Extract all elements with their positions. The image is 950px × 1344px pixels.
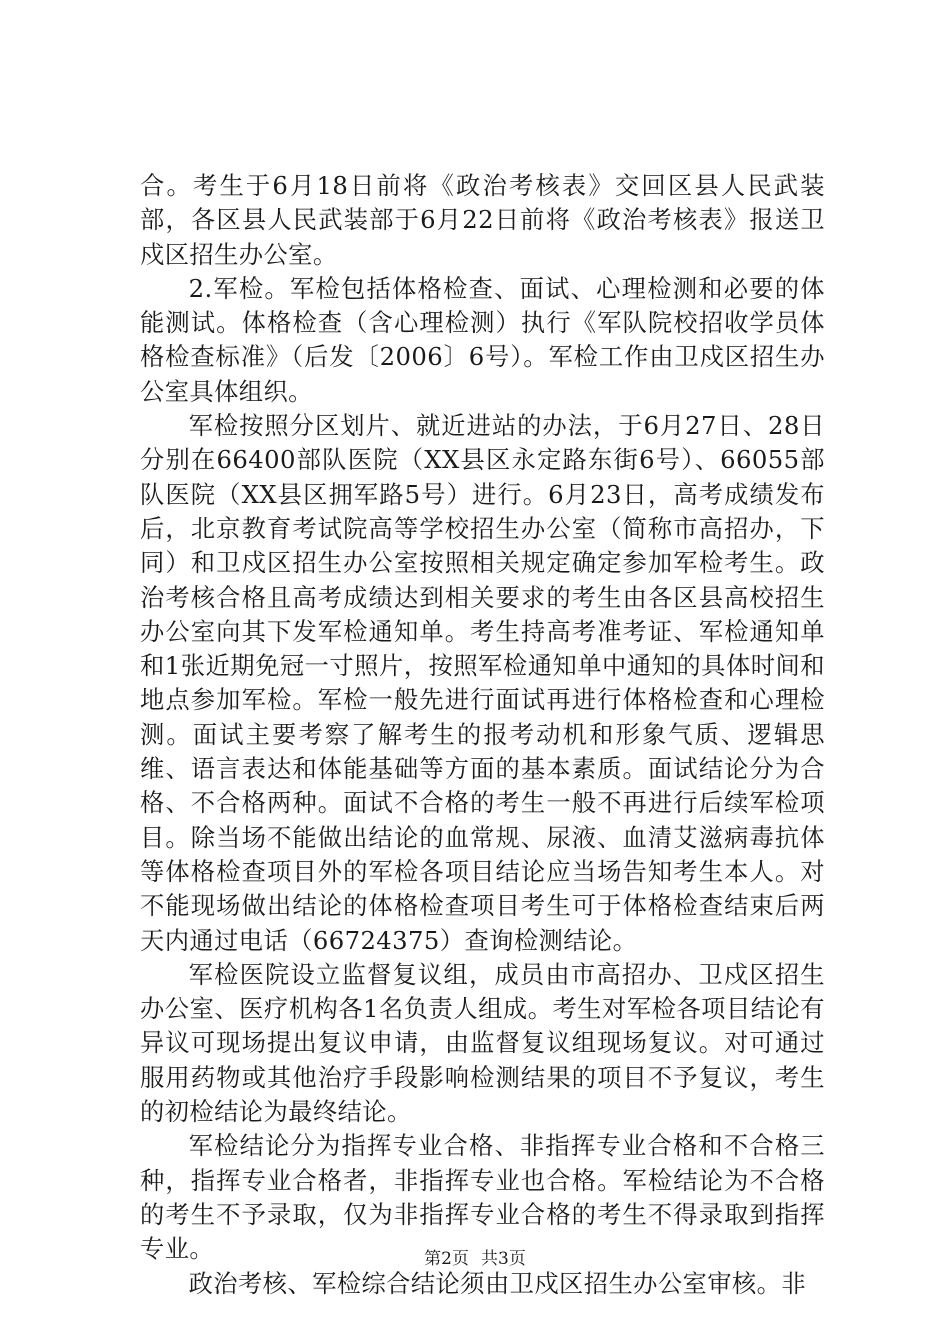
paragraph-continuation: 合。考生于6月18日前将《政治考核表》交回区县人民武装部，各区县人民武装部于6月22日前将《政治考核表》报送卫戍区招生办公室。: [140, 171, 825, 269]
paragraph-exam-procedure: 军检按照分区划片、就近进站的办法，于6月27日、28日分别在66400部队医院（XX县区永定路东街6号）、66055部队医院（XX县区拥军路5号）进行。6月23日，高考成绩发布后，北京教育考试院高等学校招生办公室（简称市高招办，下同）和卫戍区招生办公室按照相关规定确定参加军检考生。政治考核合格且高考成绩达到相关要求的考生由各区县高校招生办公室向其下发军检通知单。考生持高考准考证、军检通知单和1张近期免冠一寸照片，按照军检通知单中通知的具体时间和地点参加军检。军检一般先进行面试再进行体格检查和心理检测。面试主要考察了解考生的报考动机和形象气质、逻辑思维、语言表达和体能基础等方面的基本素质。面试结论分为合格、不合格两种。面试不合格的考生一般不再进行后续军检项目。除当场不能做出结论的血常规、尿液、血清艾滋病毒抗体等体格检查项目外的军检各项目结论应当场告知考生本人。对不能现场做出结论的体格检查项目考生可于体格检查结束后两天内通过电话（66724375）查询检测结论。: [140, 411, 825, 955]
paragraph-review-group: 军检医院设立监督复议组，成员由市高招办、卫戍区招生办公室、医疗机构各1名负责人组成。考生对军检各项目结论有异议可现场提出复议申请，由监督复议组现场复议。对可通过服用药物或其他治疗手段影响检测结果的项目不予复议，考生的初检结论为最终结论。: [140, 959, 825, 1127]
page-total: 共3页: [481, 1249, 526, 1269]
page-number: 第2页: [424, 1249, 469, 1269]
paragraph-exam-conclusion: 军检结论分为指挥专业合格、非指挥专业合格和不合格三种，指挥专业合格者，非指挥专业也合格。军检结论为不合格的考生不予录取，仅为非指挥专业合格的考生不得录取到指挥专业。: [140, 1131, 825, 1264]
paragraph-final-review: 政治考核、军检综合结论须由卫戍区招生办公室审核。非: [188, 1268, 807, 1298]
document-body: [140, 169, 825, 1301]
page-footer: [0, 1244, 950, 1269]
paragraph-military-exam: 2.军检。军检包括体格检查、面试、心理检测和必要的体能测试。体格检查（含心理检测）执行《军队院校招收学员体格检查标准》（后发〔2006〕6号）。军检工作由卫戍区招生办公室具体组织。: [140, 273, 825, 406]
